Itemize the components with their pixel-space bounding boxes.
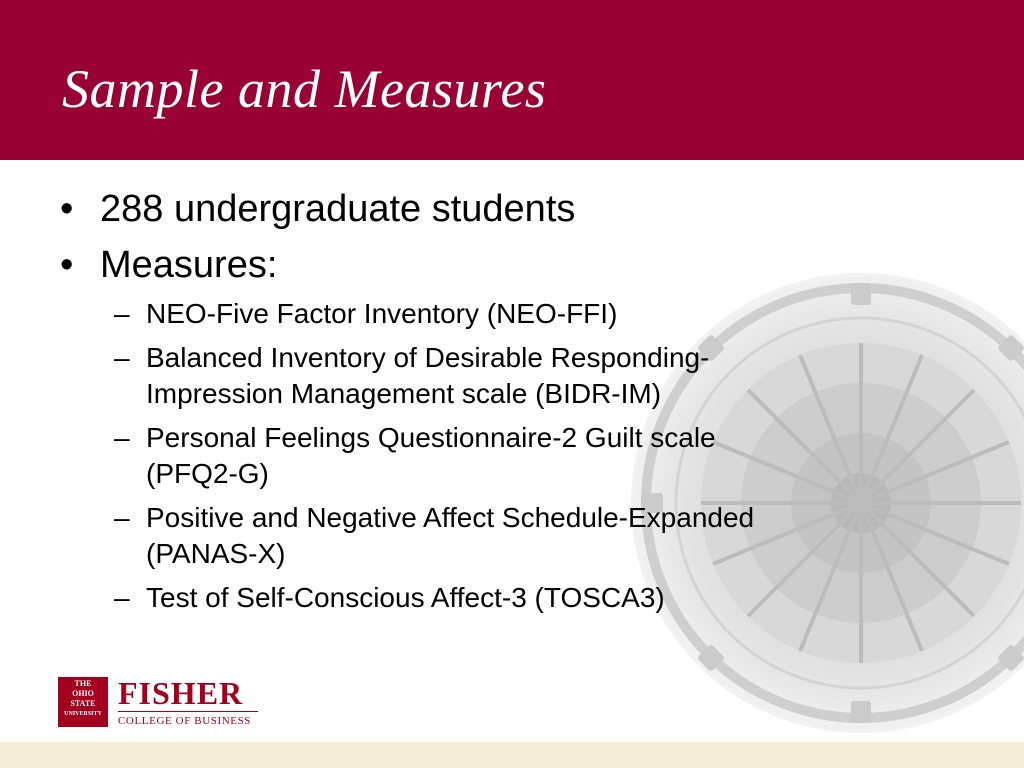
footer-strip xyxy=(0,742,1024,768)
measure-item xyxy=(114,420,920,492)
measure-line: Personal Feelings Questionnaire-2 Guilt scale xyxy=(146,422,716,453)
logo-name: FISHER xyxy=(118,675,244,711)
bullet-item xyxy=(60,240,920,290)
sub-bullet-marker: – xyxy=(114,298,130,329)
measure-item xyxy=(114,580,920,616)
measure-item xyxy=(114,340,920,412)
measure-line: (PFQ2-G) xyxy=(146,458,269,489)
measure-text xyxy=(146,420,886,492)
measure-line: Positive and Negative Affect Schedule-Expanded xyxy=(146,502,755,533)
measure-line: NEO-Five Factor Inventory (NEO-FFI) xyxy=(146,298,618,329)
bullet-marker: • xyxy=(60,188,74,230)
measure-text xyxy=(146,500,886,572)
logo-subtitle: COLLEGE OF BUSINESS xyxy=(118,715,252,727)
sub-bullet-marker: – xyxy=(114,342,130,373)
title-bar xyxy=(0,0,1024,160)
sub-bullet-marker: – xyxy=(114,582,130,613)
measure-item xyxy=(114,296,920,332)
bullet-item xyxy=(60,184,920,234)
bullet-text: 288 undergraduate students xyxy=(100,188,576,230)
sub-bullet-marker: – xyxy=(114,502,130,533)
logo-divider xyxy=(118,711,258,712)
fisher-logo xyxy=(58,676,258,728)
slide-body xyxy=(60,184,920,624)
measure-line: Impression Management scale (BIDR-IM) xyxy=(146,378,662,409)
slide-title: Sample and Measures xyxy=(62,59,547,119)
bullet-text: Measures: xyxy=(100,244,278,286)
bullet-marker: • xyxy=(60,244,74,286)
measure-line: (PANAS-X) xyxy=(146,538,286,569)
measure-line: Test of Self-Conscious Affect-3 (TOSCA3) xyxy=(146,582,665,613)
fisher-wordmark xyxy=(118,677,258,727)
ohio-state-logo: THE OHIO STATE UNIVERSITY xyxy=(58,677,108,727)
measure-text xyxy=(146,580,886,616)
measure-text xyxy=(146,340,886,412)
sub-bullet-marker: – xyxy=(114,422,130,453)
measure-text xyxy=(146,296,886,332)
measure-item xyxy=(114,500,920,572)
measure-line: Balanced Inventory of Desirable Responding- xyxy=(146,342,710,373)
